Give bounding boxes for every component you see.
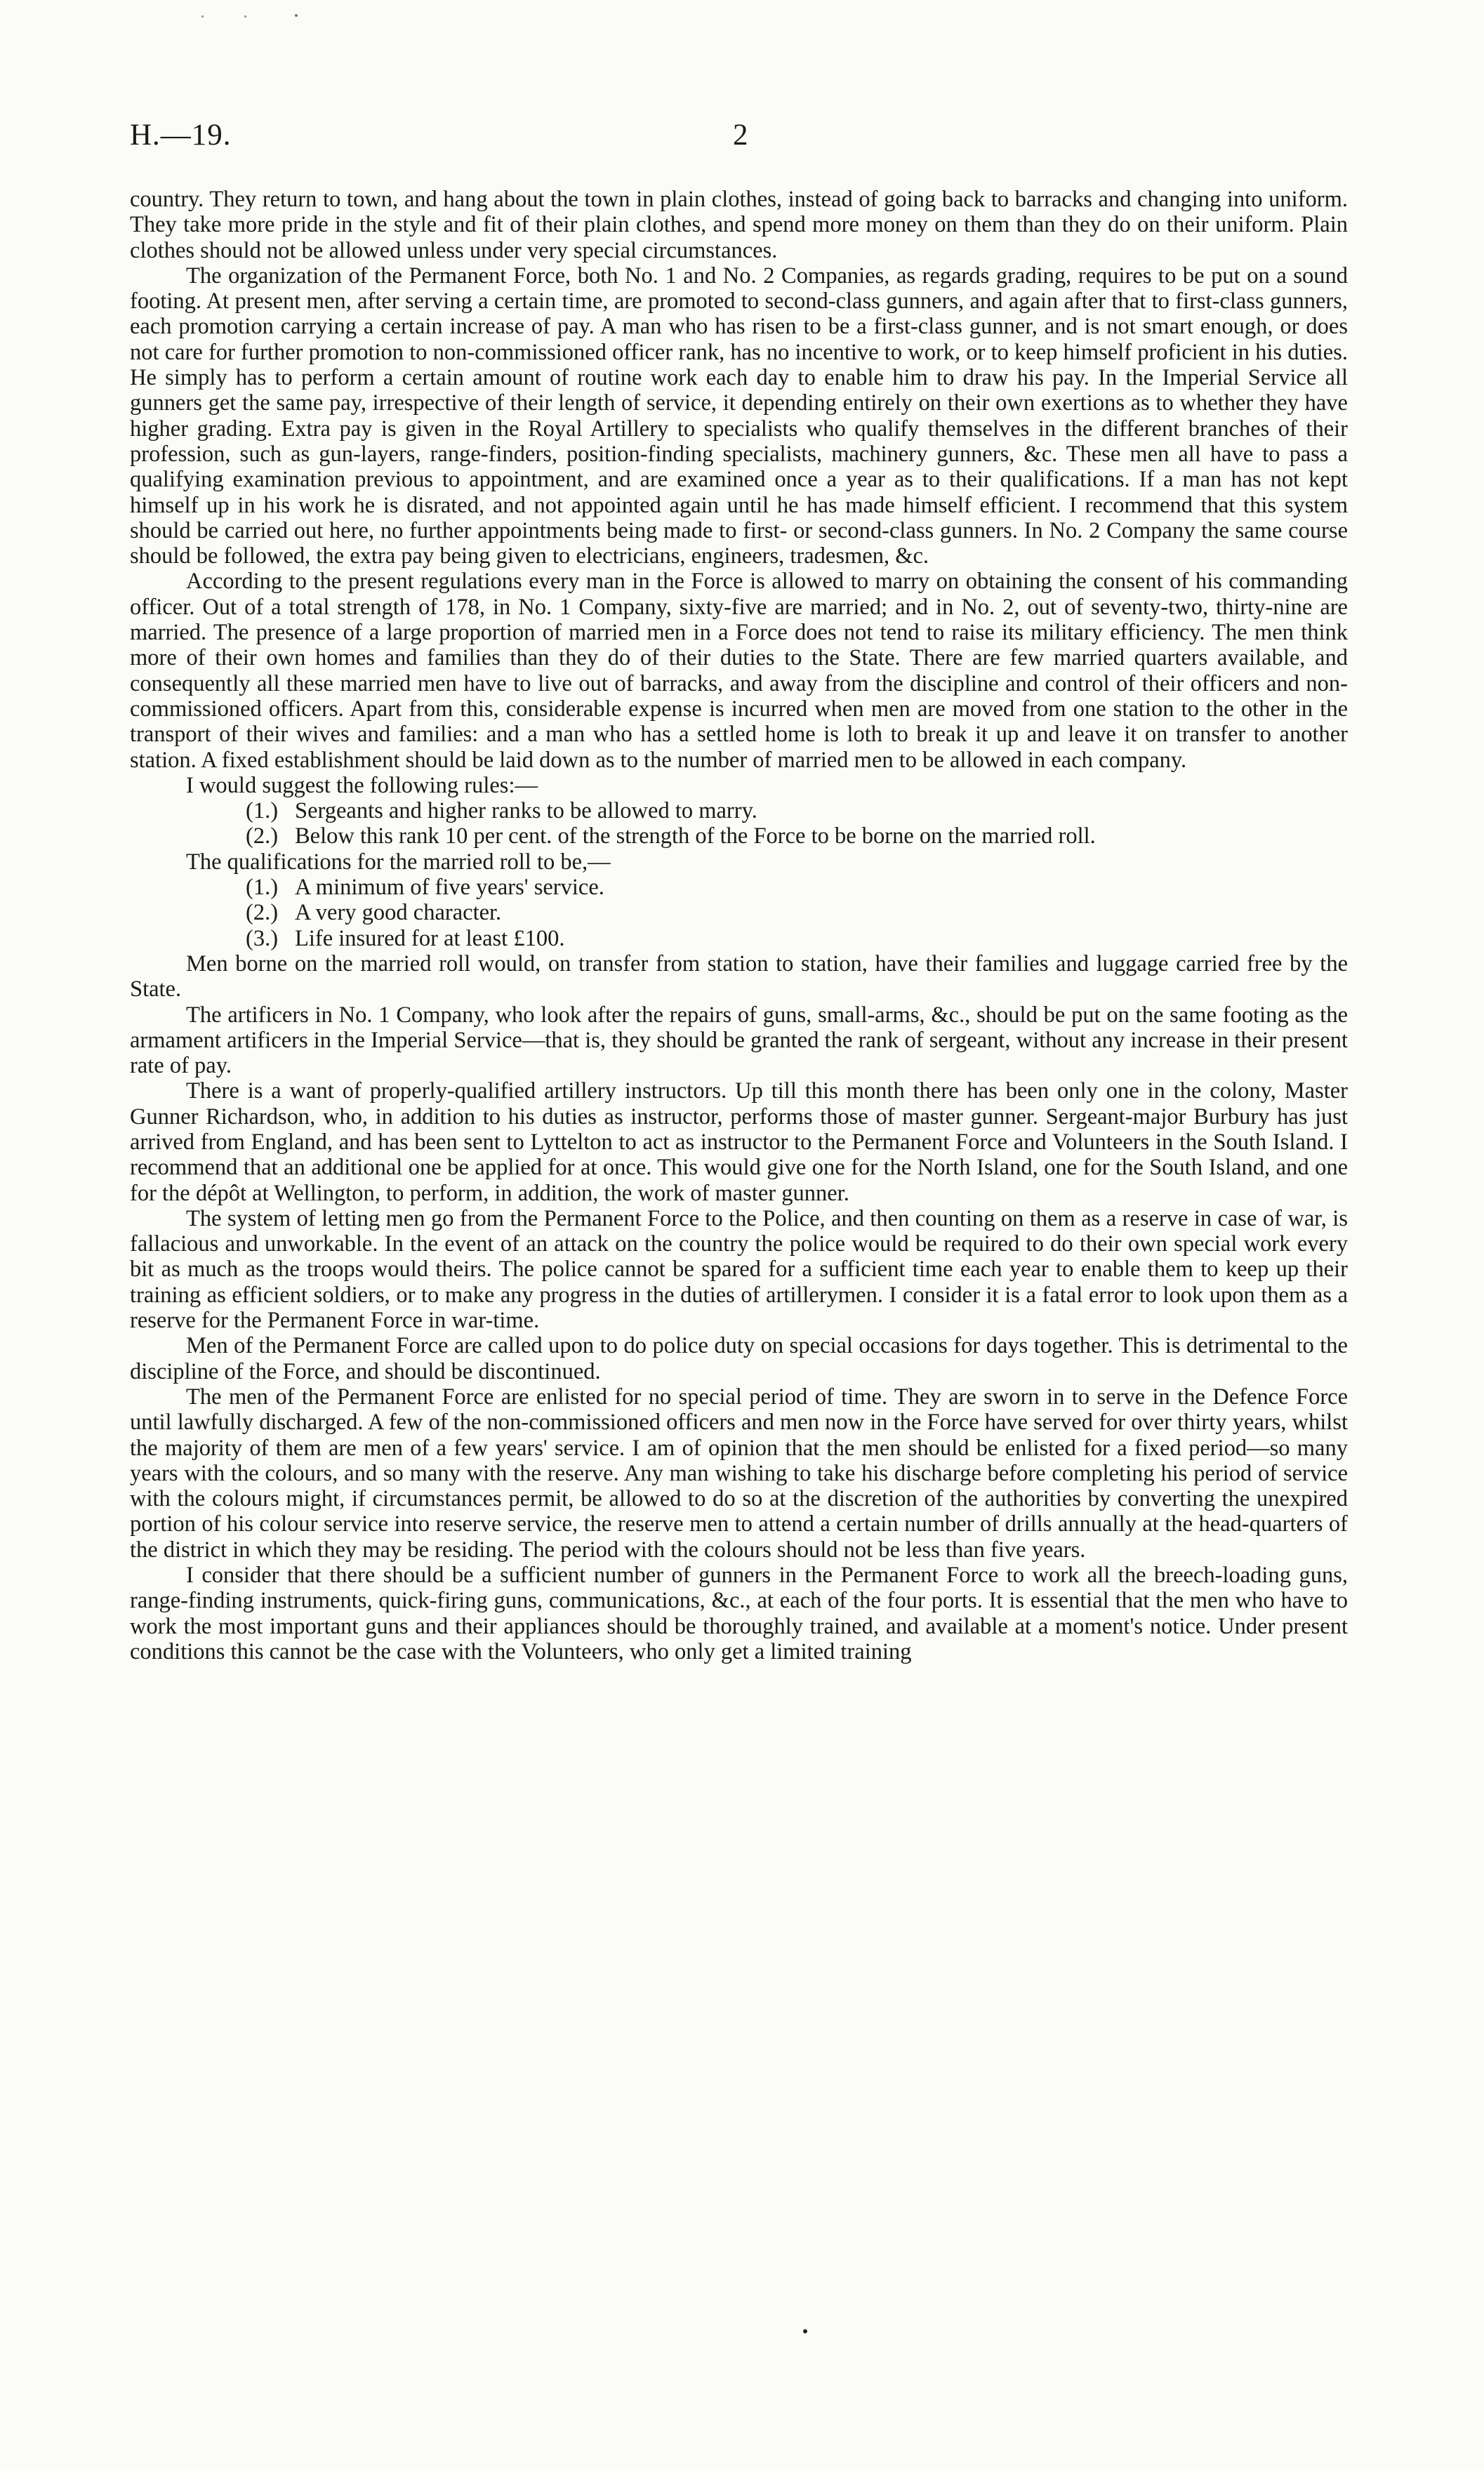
rule-text: Life insured for at least £100. [295, 925, 565, 951]
numbered-rule [246, 823, 1348, 849]
speck-mark [201, 15, 204, 18]
numbered-rule [246, 875, 1348, 900]
paragraph: I consider that there should be a sufficient number of gunners in the Permanent Force to work all the breech-loading guns, range-finding instruments, quick-firing guns, communications, &c., at each of the four ports. It is essential that the men who have to work the most important guns and their appliances should be thoroughly trained, and available at a moment's notice. Under present conditions this cannot be the case with the Volunteers, who only get a limited training [130, 1563, 1348, 1664]
paragraph: The system of letting men go from the Permanent Force to the Police, and then counting on them as a reserve in case of war, is fallacious and unworkable. In the event of an attack on the country the police would be required to do their own special work every bit as much as the troops would theirs. The police cannot be spared for a sufficient time each year to enable them to keep up their training as efficient soldiers, or to make any progress in the duties of artillerymen. I consider it is a fatal error to look upon them as a reserve for the Permanent Force in war-time. [130, 1205, 1348, 1334]
paragraph: I would suggest the following rules:— [186, 772, 538, 798]
body-text [130, 187, 1348, 1664]
paragraph: There is a want of properly-qualified artillery instructors. Up till this month there has been only one in the colony, Master Gunner Richardson, who, in addition to his duties as instructor, performs those of master gunner. Sergeant-major Burbury has just arrived from England, and has been sent to Lyttelton to act as instructor to the Permanent Force and Volunteers in the South Island. I recommend that an additional one be applied for at once. This would give one for the North Island, one for the South Island, and one for the dépôt at Wellington, to perform, in addition, the work of master gunner. [130, 1078, 1348, 1206]
paragraph: Men of the Permanent Force are called upon to do police duty on special occasions for days together. This is detrimental to the discipline of the Force, and should be discontinued. [130, 1333, 1348, 1384]
page-number: 2 [733, 119, 748, 152]
rule-number: (1.) [246, 875, 279, 901]
numbered-rule [246, 926, 1348, 951]
rule-number: (2.) [246, 823, 279, 849]
rule-number: (3.) [246, 925, 279, 951]
speck-mark [244, 15, 246, 18]
rule-number: (2.) [246, 900, 279, 926]
paragraph: country. They return to town, and hang about the town in plain clothes, instead of going back to barracks and changing into uniform. They take more pride in the style and fit of their plain clothes, and spend more money on them than they do on their uniform. Plain clothes should not be allowed unless under very special circumstances. [130, 187, 1348, 263]
rule-text: A minimum of five years' service. [295, 875, 604, 901]
numbered-rule [246, 798, 1348, 823]
rule-text: A very good character. [295, 900, 502, 926]
speck-mark [295, 14, 298, 17]
numbered-rule [246, 900, 1348, 925]
paragraph: The artificers in No. 1 Company, who look after the repairs of guns, small-arms, &c., should be put on the same footing as the armament artificers in the Imperial Service—that is, they should be granted the rank of sergeant, without any increase in their present rate of pay. [130, 1002, 1348, 1079]
paragraph: According to the present regulations every man in the Force is allowed to marry on obtaining the consent of his commanding officer. Out of a total strength of 178, in No. 1 Company, sixty-five are married; and in No. 2, out of seventy-two, thirty-nine are married. The presence of a large proportion of married men in a Force does not tend to raise its military efficiency. The men think more of their own homes and families than they do of their duties to the State. There are few married quarters available, and consequently all these married men have to live out of barracks, and away from the discipline and control of their officers and non-commissioned officers. Apart from this, considerable expense is incurred when men are moved from one station to the other in the transport of their wives and families: and a man who has a settled home is loth to break it up and leave it on transfer to another station. A fixed establishment should be laid down as to the number of married men to be allowed in each company. [130, 569, 1348, 773]
paragraph: The qualifications for the married roll to be,— [186, 849, 611, 875]
rule-text: Sergeants and higher ranks to be allowed to marry. [295, 798, 757, 824]
paragraph: Men borne on the married roll would, on transfer from station to station, have their families and luggage carried free by the State. [130, 950, 1348, 1002]
paragraph: The organization of the Permanent Force, both No. 1 and No. 2 Companies, as regards grading, requires to be put on a sound footing. At present men, after serving a certain time, are promoted to second-class gunners, and again after that to first-class gunners, each promotion carrying a certain increase of pay. A man who has risen to be a first-class gunner, and is not smart enough, or does not care for further promotion to non-commissioned officer rank, has no incentive to work, or to keep himself proficient in his duties. He simply has to perform a certain amount of routine work each day to enable him to draw his pay. In the Imperial Service all gunners get the same pay, irrespective of their length of service, it depending entirely on their own exertions as to whether they have higher grading. Extra pay is given in the Royal Artillery to specialists who qualify themselves in the different branches of their profession, such as gun-layers, range-finders, position-finding specialists, machinery gunners, &c. These men all have to pass a qualifying examination previous to appointment, and are examined once a year as to their qualifications. If a man has not kept himself up in his work he is disrated, and not appointed again until he has made himself efficient. I recommend that this system should be carried out here, no further appointments being made to first- or second-class gunners. In No. 2 Company the same course should be followed, the extra pay being given to electricians, engineers, tradesmen, &c. [130, 263, 1348, 569]
paragraph: The men of the Permanent Force are enlisted for no special period of time. They are sworn in to serve in the Defence Force until lawfully discharged. A few of the non-commissioned officers and men now in the Force have served for over thirty years, whilst the majority of them are men of a few years' service. I am of opinion that the men should be enlisted for a fixed period—so many years with the colours, and so many with the reserve. Any man wishing to take his discharge before completing his period of service with the colours might, if circumstances permit, be allowed to do so at the discretion of the authorities by converting the unexpired portion of his colour service into reserve service, the reserve men to attend a certain number of drills annually at the head-quarters of the district in which they may be residing. The period with the colours should not be less than five years. [130, 1384, 1348, 1563]
document-reference: H.—19. [130, 119, 232, 152]
speck-mark [803, 2329, 807, 2333]
rule-text: Below this rank 10 per cent. of the strength of the Force to be borne on the married roll. [295, 823, 1096, 849]
rule-number: (1.) [246, 798, 279, 824]
